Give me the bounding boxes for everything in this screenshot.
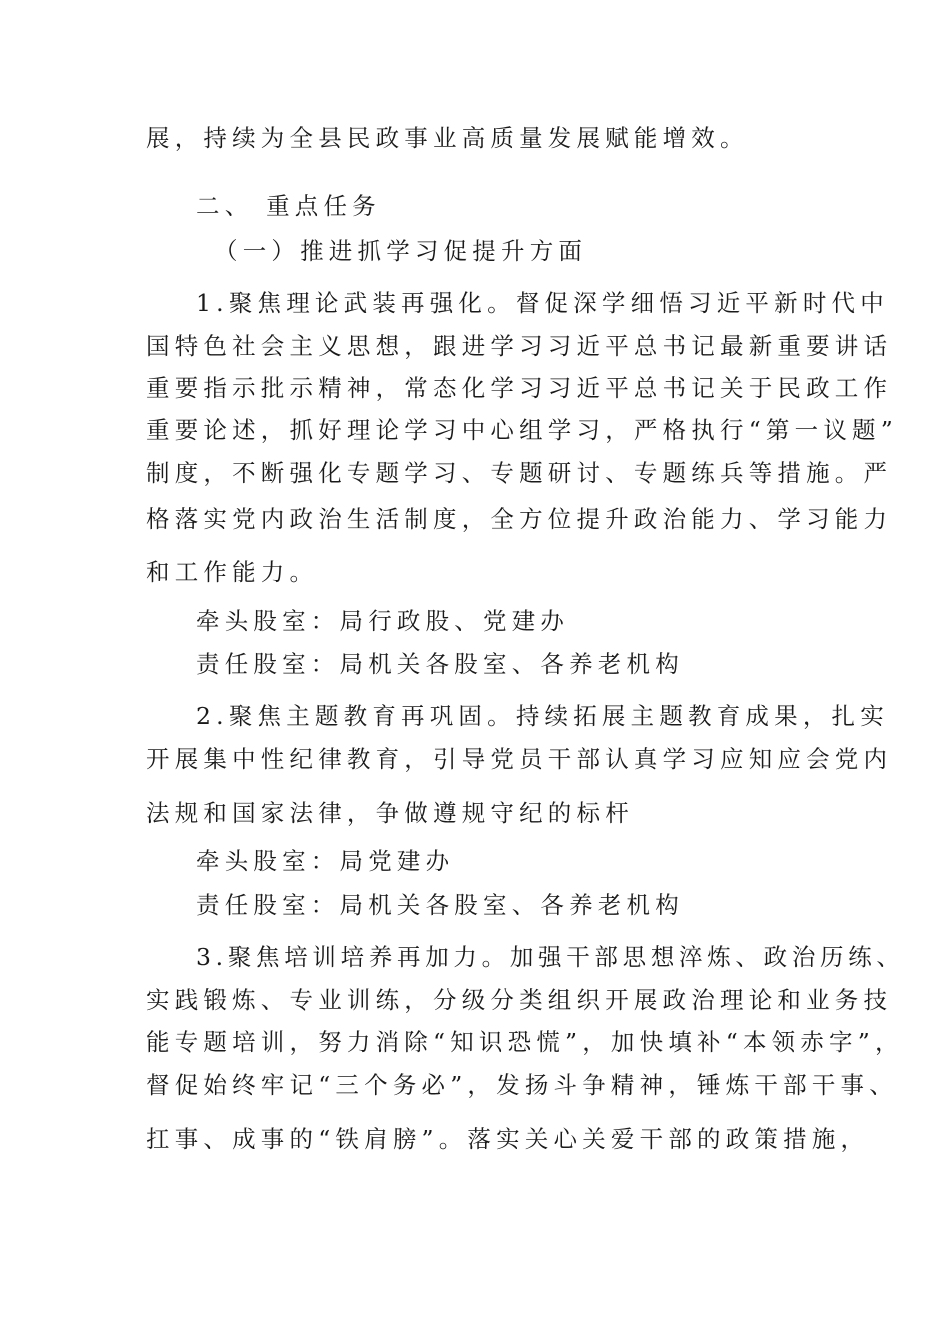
paragraph-line: 3.聚焦培训培养再加力。加强干部思想淬炼、政治历练、 (196, 943, 905, 971)
paragraph-line: 格落实党内政治生活制度，全方位提升政治能力、学习能力 (146, 505, 893, 533)
paragraph-line: 1.聚焦理论武装再强化。督促深学细悟习近平新时代中 (196, 289, 889, 317)
responsible-office-line: 责任股室：局机关各股室、各养老机构 (196, 650, 684, 678)
lead-office-line: 牵头股室：局党建办 (196, 847, 455, 875)
paragraph-line: 扛事、成事的“铁肩膀”。落实关心关爱干部的政策措施， (146, 1125, 870, 1153)
paragraph-line: 能专题培训，努力消除“知识恐慌”，加快填补“本领赤字”， (146, 1028, 904, 1056)
paragraph-line: 展，持续为全县民政事业高质量发展赋能增效。 (146, 124, 749, 152)
paragraph-line: 督促始终牢记“三个务必”，发扬斗争精神，锤炼干部干事、 (146, 1071, 898, 1099)
paragraph-line: 制度，不断强化专题学习、专题研讨、专题练兵等措施。严 (146, 459, 893, 487)
subsection-heading: （一）推进抓学习促提升方面 (214, 237, 588, 265)
paragraph-line: 法规和国家法律，争做遵规守纪的标杆 (146, 799, 634, 827)
paragraph-line: 开展集中性纪律教育，引导党员干部认真学习应知应会党内 (146, 745, 893, 773)
paragraph-line: 和工作能力。 (146, 558, 319, 586)
responsible-office-line: 责任股室：局机关各股室、各养老机构 (196, 891, 684, 919)
section-heading: 二、 重点任务 (196, 192, 381, 220)
paragraph-line: 国特色社会主义思想，跟进学习习近平总书记最新重要讲话 (146, 332, 893, 360)
paragraph-line: 重要指示批示精神，常态化学习习近平总书记关于民政工作 (146, 374, 893, 402)
paragraph-line: 实践锻炼、专业训练，分级分类组织开展政治理论和业务技 (146, 986, 893, 1014)
lead-office-line: 牵头股室：局行政股、党建办 (196, 607, 570, 635)
paragraph-line: 2.聚焦主题教育再巩固。持续拓展主题教育成果，扎实 (196, 702, 889, 730)
paragraph-line: 重要论述，抓好理论学习中心组学习，严格执行“第一议题” (146, 416, 898, 444)
